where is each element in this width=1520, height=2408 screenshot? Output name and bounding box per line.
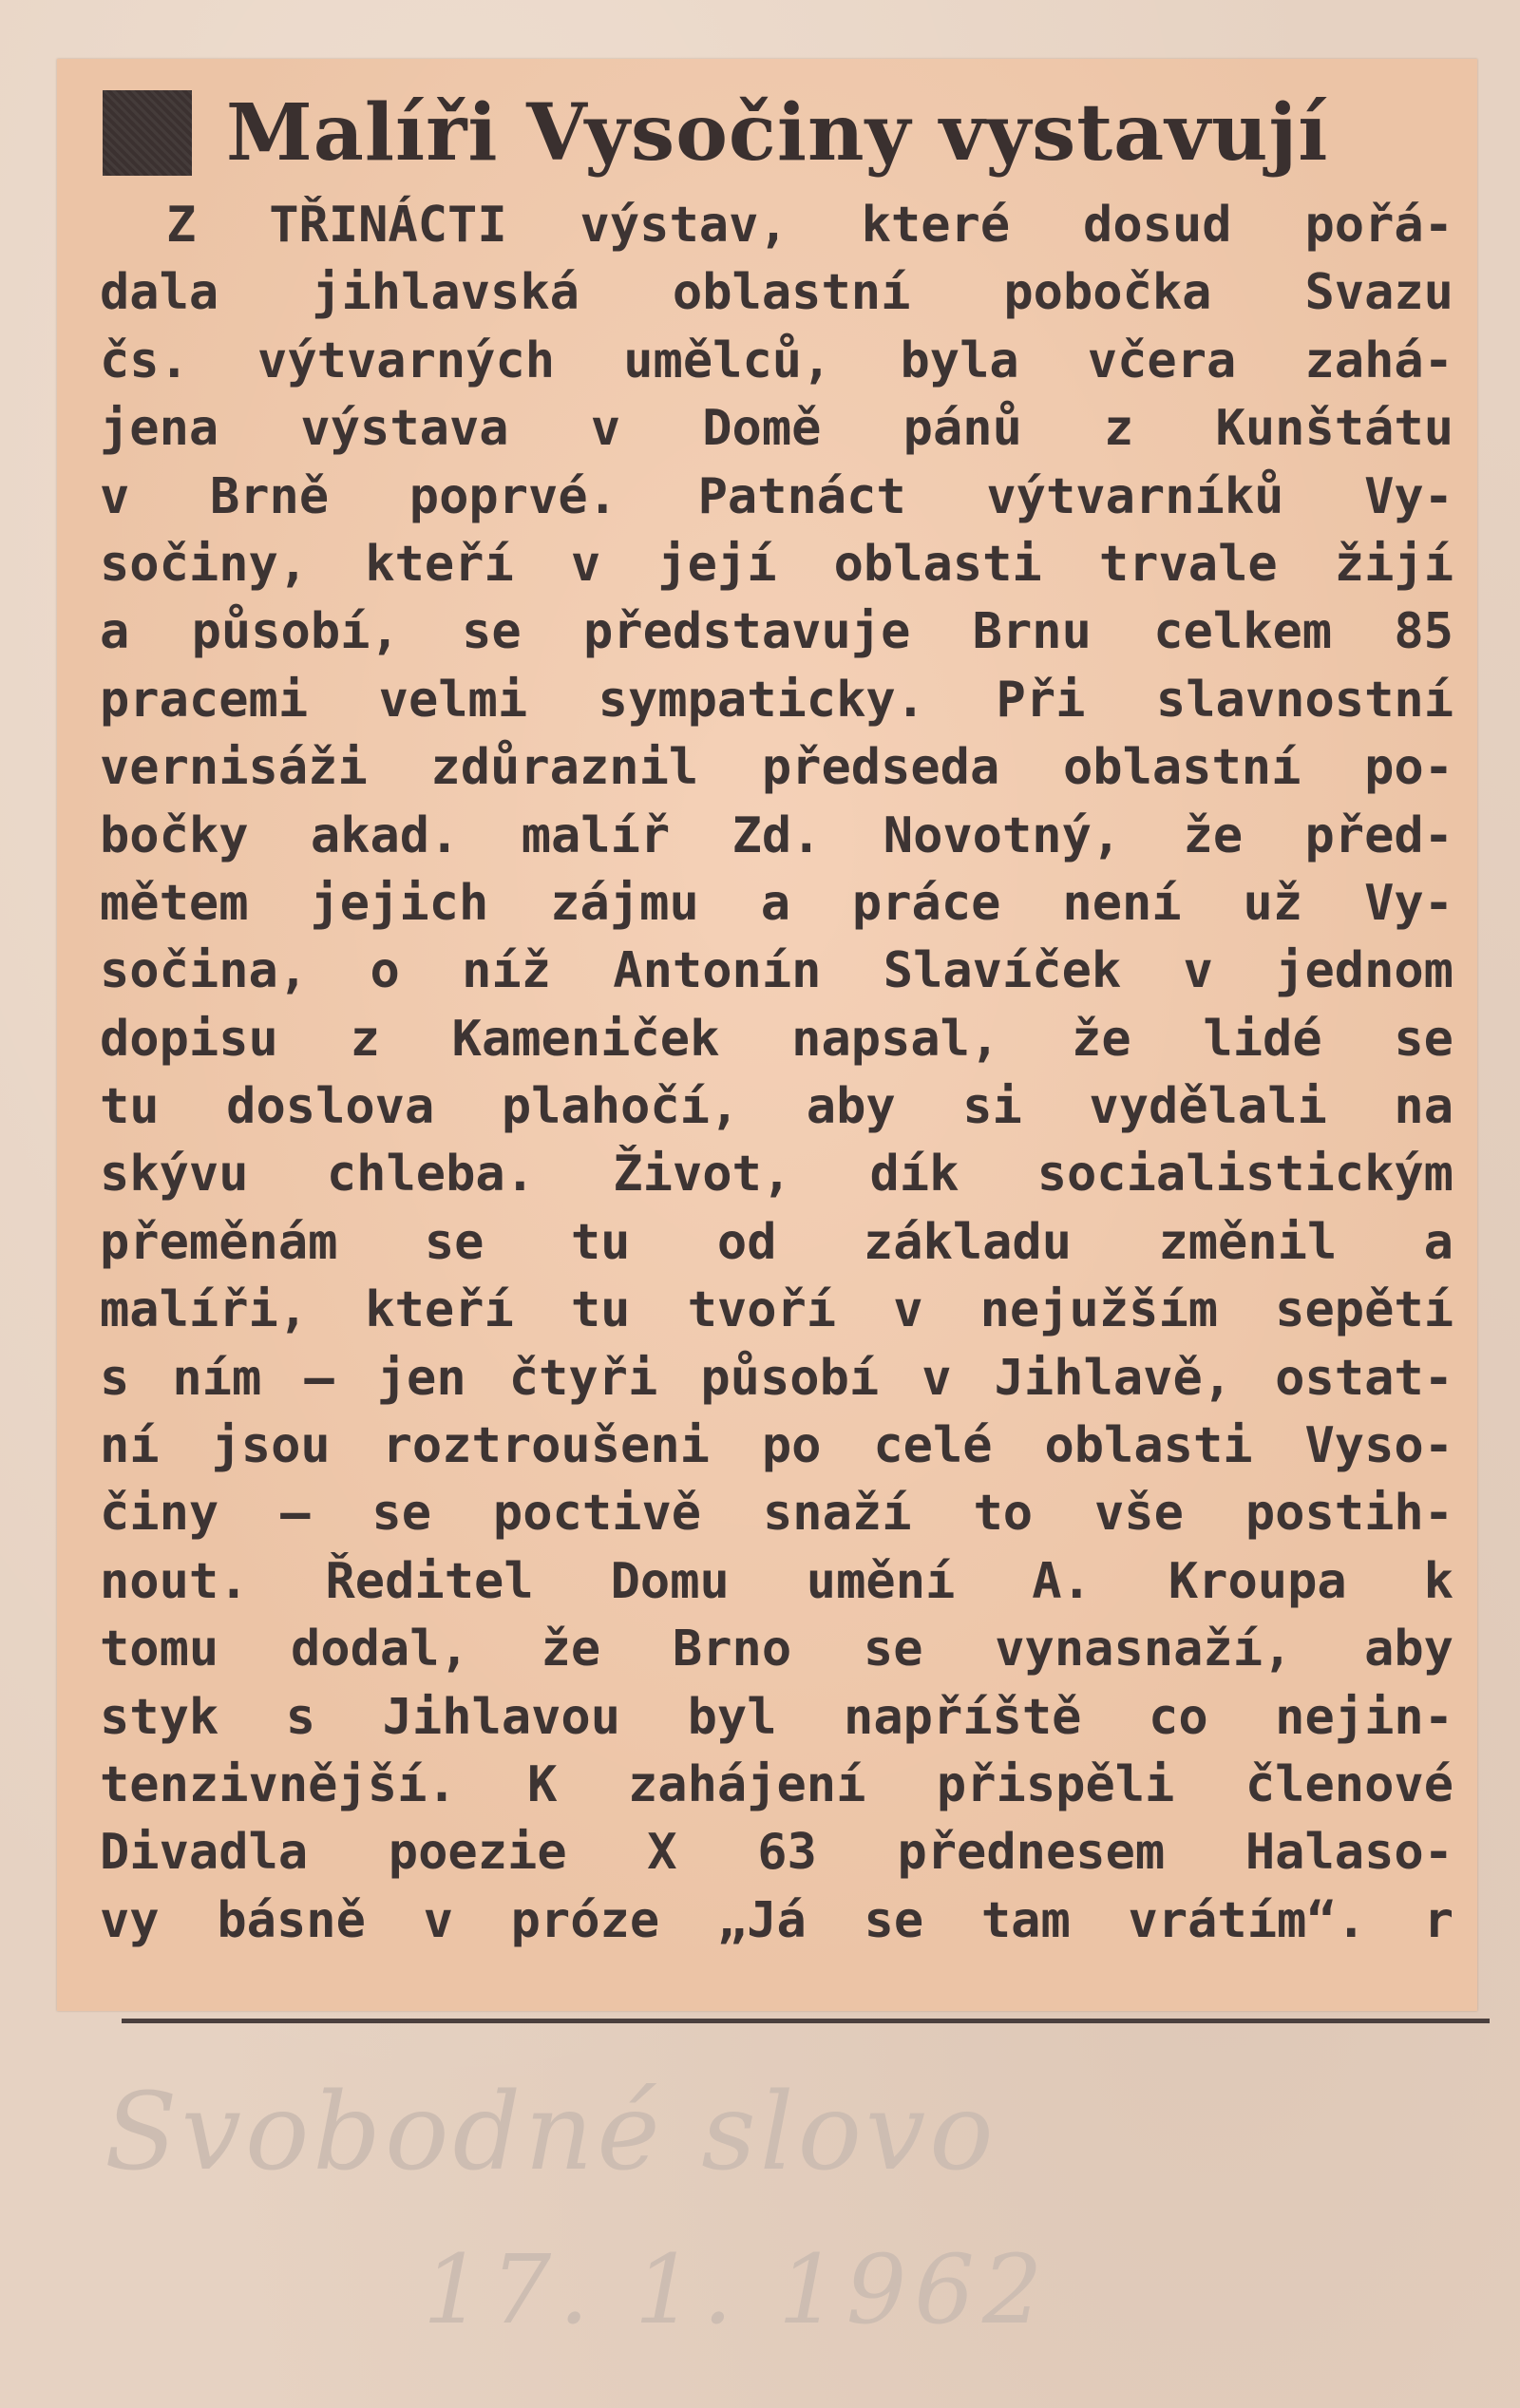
article-line: tu doslova plahočí, aby si vydělali na xyxy=(100,1078,1454,1136)
article-line: s ním — jen čtyři působí v Jihlavě, ostat- xyxy=(100,1349,1454,1407)
headline-row xyxy=(103,76,1433,190)
article-line: malíři, kteří tu tvoří v nejužším sepětí xyxy=(100,1281,1454,1339)
article-line: skývu chleba. Život, dík socialistickým xyxy=(100,1146,1454,1204)
article-line: činy — se poctivě snaží to vše postih- xyxy=(100,1485,1454,1543)
article-line: bočky akad. malíř Zd. Novotný, že před- xyxy=(100,806,1454,864)
handwritten-source-note: Svobodné slovo xyxy=(104,2071,998,2194)
article-line: jena výstava v Domě pánů z Kunštátu xyxy=(100,400,1454,458)
headline-marker-box xyxy=(103,90,192,176)
article-body xyxy=(100,192,1454,1955)
article-line: sočiny, kteří v její oblasti trvale žijí xyxy=(100,535,1454,593)
article-line: ní jsou roztroušeni po celé oblasti Vyso- xyxy=(100,1417,1454,1475)
article-line: sočina, o níž Antonín Slavíček v jednom xyxy=(100,942,1454,1000)
article-line: mětem jejich zájmu a práce není už Vy- xyxy=(100,874,1454,932)
article-line: přeměnám se tu od základu změnil a xyxy=(100,1213,1454,1271)
separator-rule xyxy=(122,2019,1490,2023)
article-line: nout. Ředitel Domu umění A. Kroupa k xyxy=(100,1552,1454,1610)
article-line: tenzivnější. K zahájení přispěli členové xyxy=(100,1755,1454,1813)
article-line: vy básně v próze „Já se tam vrátím“. r xyxy=(100,1891,1454,1949)
article-line: v Brně poprvé. Patnáct výtvarníků Vy- xyxy=(100,467,1454,525)
article-line: Divadla poezie X 63 přednesem Halaso- xyxy=(100,1824,1454,1882)
handwritten-date-note: 17. 1. 1962 xyxy=(423,2234,1051,2345)
article-line: vernisáži zdůraznil předseda oblastní po- xyxy=(100,739,1454,797)
article-line: a působí, se představuje Brnu celkem 85 xyxy=(100,603,1454,661)
article-headline: Malíři Vysočiny vystavují xyxy=(226,87,1329,179)
newspaper-clipping xyxy=(57,59,1477,2011)
article-line: dopisu z Kameniček napsal, že lidé se xyxy=(100,1010,1454,1068)
article-line: Z TŘINÁCTI výstav, které dosud pořá- xyxy=(166,197,1454,254)
article-line: dala jihlavská oblastní pobočka Svazu xyxy=(100,264,1454,322)
article-line: pracemi velmi sympaticky. Při slavnostní xyxy=(100,671,1454,729)
article-line: tomu dodal, že Brno se vynasnaží, aby xyxy=(100,1621,1454,1678)
article-line: čs. výtvarných umělců, byla včera zahá- xyxy=(100,332,1454,389)
article-line: styk s Jihlavou byl napříště co nejin- xyxy=(100,1688,1454,1746)
